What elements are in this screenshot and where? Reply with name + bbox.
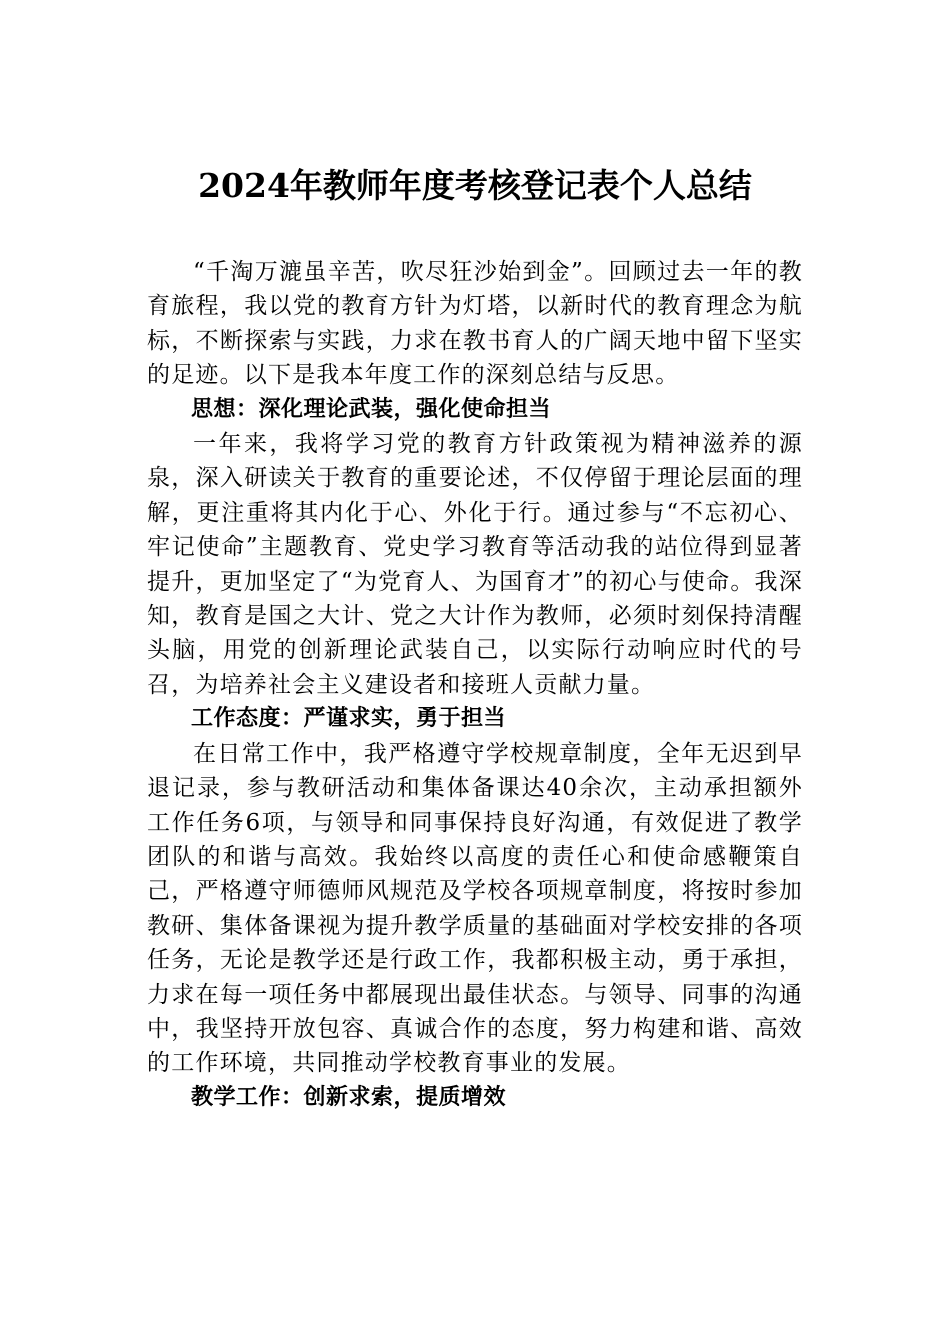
- document-body: [147, 255, 803, 1115]
- intro-paragraph: “千淘万漉虽辛苦，吹尽狂沙始到金”。回顾过去一年的教育旅程，我以党的教育方针为灯塔，以新时代的教育理念为航标，不断探索与实践，力求在教书育人的广阔天地中留下坚实的足迹。以下是我本年度工作的深刻总结与反思。: [147, 259, 803, 389]
- section-heading-thought: 思想：深化理论武装，强化使命担当: [191, 396, 552, 422]
- section-body-thought: 一年来，我将学习党的教育方针政策视为精神滋养的源泉，深入研读关于教育的重要论述，不仅停留于理论层面的理解，更注重将其内化于心、外化于行。通过参与“不忘初心、牢记使命”主题教育、党史学习教育等活动我的站位得到显著提升，更加坚定了“为党育人、为国育才”的初心与使命。我深知，教育是国之大计、党之大计作为教师，必须时刻保持清醒头脑，用党的创新理论武装自己，以实际行动响应时代的号召，为培养社会主义建设者和接班人贡献力量。: [147, 431, 803, 698]
- section-heading-attitude: 工作态度：严谨求实，勇于担当: [191, 706, 507, 732]
- section-heading-teaching: 教学工作：创新求索，提质增效: [191, 1084, 507, 1110]
- section-body-attitude: 在日常工作中，我严格遵守学校规章制度，全年无迟到早退记录，参与教研活动和集体备课达40余次，主动承担额外工作任务6项，与领导和同事保持良好沟通，有效促进了教学团队的和谐与高效。我始终以高度的责任心和使命感鞭策自己，严格遵守师德师风规范及学校各项规章制度，将按时参加教研、集体备课视为提升教学质量的基础面对学校安排的各项任务，无论是教学还是行政工作，我都积极主动，勇于承担，力求在每一项任务中都展现出最佳状态。与领导、同事的沟通中，我坚持开放包容、真诚合作的态度，努力构建和谐、高效的工作环境，共同推动学校教育事业的发展。: [147, 740, 803, 1077]
- document-title: 2024年教师年度考核登记表个人总结: [198, 166, 752, 205]
